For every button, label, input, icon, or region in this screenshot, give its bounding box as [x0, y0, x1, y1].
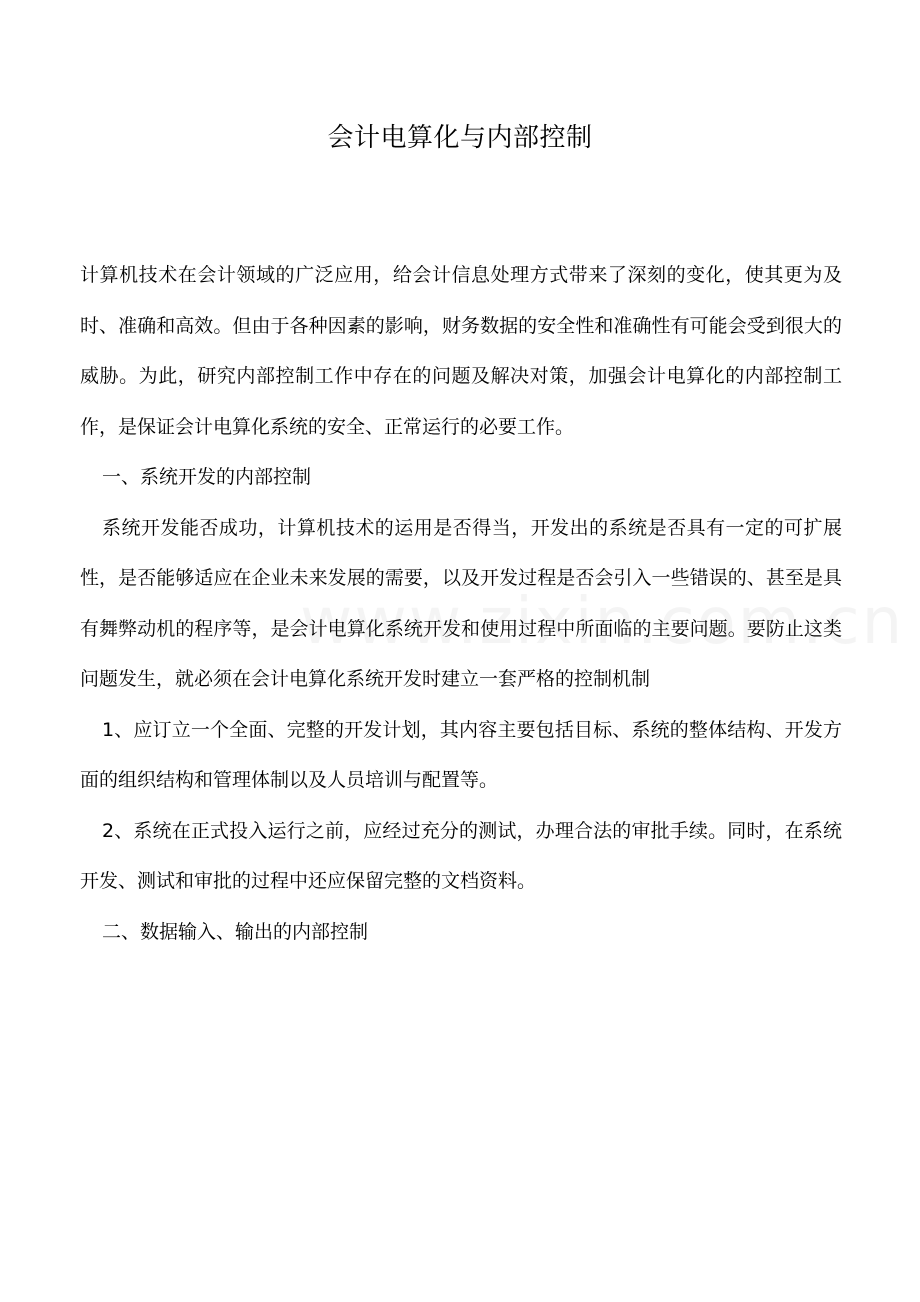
section-heading-data-io: 二、数据输入、输出的内部控制	[102, 920, 369, 943]
document-body	[80, 250, 842, 957]
section-heading-system-development: 一、系统开发的内部控制	[102, 466, 312, 488]
development-plan-item: 1、应订立一个全面、完整的开发计划，其内容主要包括目标、系统的整体结构、开发方面的组织结构和管理体制以及人员培训与配置等。	[80, 718, 842, 791]
document-title: 会计电算化与内部控制	[327, 123, 593, 153]
intro-paragraph: 计算机技术在会计领域的广泛应用，给会计信息处理方式带来了深刻的变化，使其更为及时、准确和高效。但由于各种因素的影响，财务数据的安全性和准确性有可能会受到很大的威胁。为此，研究内部控制工作中存在的问题及解决对策，加强会计电算化的内部控制工作，是保证会计电算化系统的安全、正常运行的必要工作。	[80, 264, 842, 438]
system-development-paragraph: 系统开发能否成功，计算机技术的运用是否得当，开发出的系统是否具有一定的可扩展性，是否能够适应在企业未来发展的需要，以及开发过程是否会引入一些错误的、甚至是具有舞弊动机的程序等，是会计电算化系统开发和使用过程中所面临的主要问题。要防止这类问题发生，就必须在会计电算化系统开发时建立一套严格的控制机制	[80, 516, 842, 690]
testing-approval-item: 2、系统在正式投入运行之前，应经过充分的测试，办理合法的审批手续。同时，在系统开发、测试和审批的过程中还应保留完整的文档资料。	[80, 819, 842, 892]
